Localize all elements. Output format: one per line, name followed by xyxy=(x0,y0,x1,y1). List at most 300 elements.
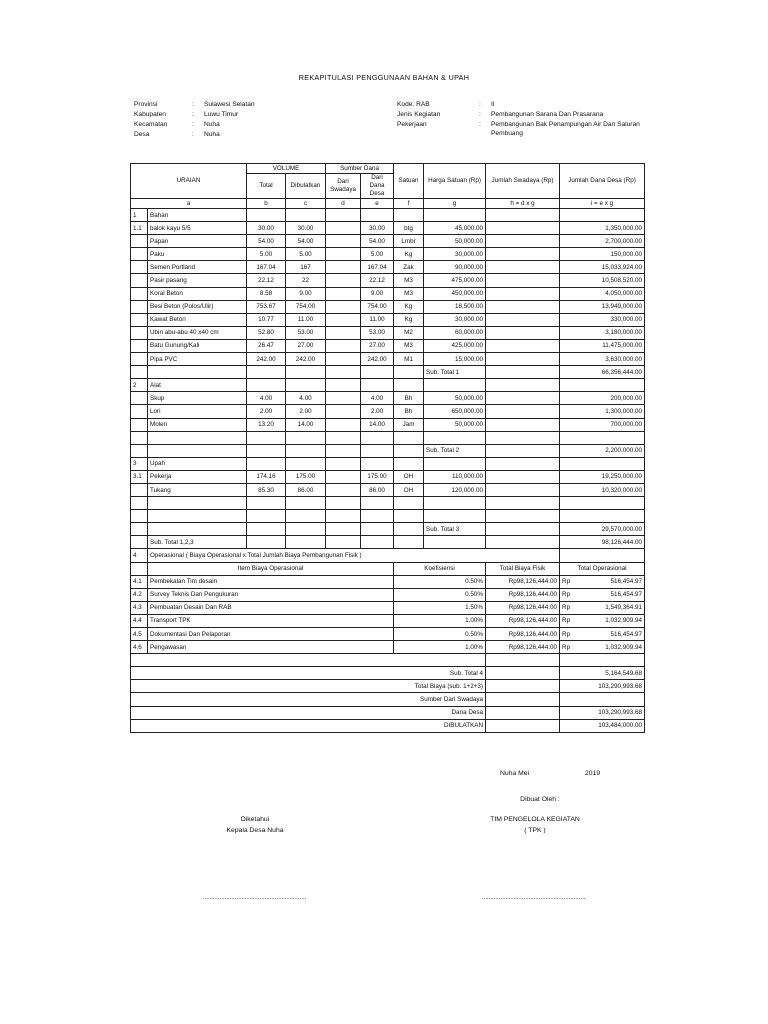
op-fisik: Rp98,126,444.00 xyxy=(486,641,560,654)
table-cell xyxy=(131,510,148,523)
item-dibulatkan: 4.00 xyxy=(286,392,326,405)
dibulatkan-value: 103,484,000.00 xyxy=(560,719,645,732)
table-cell xyxy=(286,536,326,549)
sumber-label: Sumber Dari Swadaya xyxy=(131,693,486,706)
dibulatkan-row xyxy=(131,719,645,732)
table-cell xyxy=(148,444,247,457)
item-jumlah-dana-desa: 2,700,000.00 xyxy=(560,235,645,248)
section-number: 4 xyxy=(131,549,148,562)
item-harga: 30,000.00 xyxy=(424,313,486,326)
item-row xyxy=(131,287,645,300)
table-cell xyxy=(361,497,394,510)
recap-table xyxy=(130,163,645,733)
item-swadaya xyxy=(326,418,361,431)
table-cell xyxy=(486,680,560,693)
item-jumlah-dana-desa: 4,050,000.00 xyxy=(560,287,645,300)
item-satuan: Jam xyxy=(394,418,424,431)
table-cell xyxy=(486,366,560,379)
table-cell xyxy=(394,366,424,379)
table-cell xyxy=(247,209,286,222)
op-row xyxy=(131,588,645,601)
op-total-cell xyxy=(560,575,645,588)
table-cell xyxy=(361,523,394,536)
op-name: Dokumentasi Dan Pelaporan xyxy=(148,628,394,641)
item-jumlah-swadaya xyxy=(486,418,560,431)
item-satuan: OH xyxy=(394,483,424,496)
table-cell xyxy=(286,497,326,510)
table-cell xyxy=(286,209,326,222)
item-swadaya xyxy=(326,339,361,352)
info-label: Provinsi xyxy=(134,101,158,108)
info-label: Kode. RAB xyxy=(397,101,430,108)
table-cell xyxy=(131,654,486,667)
item-jumlah-swadaya xyxy=(486,353,560,366)
section-number: 2 xyxy=(131,379,148,392)
op-fisik: Rp98,126,444.00 xyxy=(486,614,560,627)
table-cell xyxy=(131,523,148,536)
table-cell xyxy=(131,536,148,549)
table-cell xyxy=(486,523,560,536)
item-dana-desa: 27.00 xyxy=(361,339,394,352)
subtotal-label: Sub. Total 4 xyxy=(131,667,486,680)
table-cell xyxy=(394,497,424,510)
op-row xyxy=(131,601,645,614)
item-satuan: Kg xyxy=(394,313,424,326)
item-swadaya xyxy=(326,326,361,339)
item-total: 8.58 xyxy=(247,287,286,300)
footer-tpk: ( TPK ) xyxy=(524,827,546,834)
item-name: Paku xyxy=(148,248,247,261)
info-value: Pembangunan Sarana Dan Prasarana xyxy=(491,111,604,118)
op-koef: 0.50% xyxy=(394,575,486,588)
item-satuan: Bh xyxy=(394,405,424,418)
letter-cell: f xyxy=(394,199,424,209)
item-total: 22.12 xyxy=(247,274,286,287)
item-dibulatkan: 2.00 xyxy=(286,405,326,418)
subtotal-row xyxy=(131,366,645,379)
item-harga: 450,000.00 xyxy=(424,287,486,300)
item-total: 167.04 xyxy=(247,261,286,274)
item-name: Besi Beton (Polos/Ulir) xyxy=(148,300,247,313)
table-cell xyxy=(326,366,361,379)
item-satuan: Lmbr xyxy=(394,235,424,248)
table-cell xyxy=(486,209,560,222)
item-dibulatkan: 54.00 xyxy=(286,235,326,248)
item-jumlah-swadaya xyxy=(486,248,560,261)
op-koef: 0.50% xyxy=(394,588,486,601)
letter-cell: h = d x g xyxy=(486,199,560,209)
op-row xyxy=(131,641,645,654)
item-row xyxy=(131,353,645,366)
table-cell xyxy=(326,536,361,549)
footer-dibuat: Dibuat Oleh : xyxy=(520,796,560,803)
item-swadaya xyxy=(326,405,361,418)
empty-row xyxy=(131,654,645,667)
item-name: balok kayu 5/5 xyxy=(148,222,247,235)
footer-diketahui: Diketahui xyxy=(240,816,270,823)
item-number xyxy=(131,405,148,418)
op-fisik: Rp98,126,444.00 xyxy=(486,588,560,601)
op-header-item: Item Biaya Operasional xyxy=(148,562,394,575)
item-dana-desa: 5.00 xyxy=(361,248,394,261)
op-header-total: Total Operasional xyxy=(560,562,645,575)
item-dibulatkan: 242.00 xyxy=(286,353,326,366)
item-jumlah-swadaya xyxy=(486,326,560,339)
header-uraian: URAIAN xyxy=(131,164,247,199)
item-satuan: M2 xyxy=(394,326,424,339)
item-dana-desa: 53.00 xyxy=(361,326,394,339)
item-dibulatkan: 5.00 xyxy=(286,248,326,261)
item-jumlah-dana-desa: 330,000.00 xyxy=(560,313,645,326)
letter-cell: g xyxy=(424,199,486,209)
item-dibulatkan: 14.00 xyxy=(286,418,326,431)
item-swadaya xyxy=(326,470,361,483)
header-dibulatkan: Dibulatkan xyxy=(286,174,326,199)
document-title: REKAPITULASI PENGGUNAAN BAHAN & UPAH xyxy=(298,73,470,82)
item-satuan: Kg xyxy=(394,300,424,313)
op-total-cell xyxy=(560,614,645,627)
letter-cell: c xyxy=(286,199,326,209)
currency-label: Rp xyxy=(562,643,571,651)
item-name: Batu Gunung/Kali xyxy=(148,339,247,352)
item-harga: 50,000.00 xyxy=(424,235,486,248)
table-cell xyxy=(560,497,645,510)
op-total-cell xyxy=(560,601,645,614)
table-cell xyxy=(326,431,361,444)
op-row xyxy=(131,614,645,627)
item-swadaya xyxy=(326,483,361,496)
table-cell xyxy=(326,510,361,523)
op-name: Pengawasan xyxy=(148,641,394,654)
header-sumber-dana: Sumber Dana xyxy=(326,164,394,174)
item-total: 26.47 xyxy=(247,339,286,352)
item-dana-desa: 2.00 xyxy=(361,405,394,418)
item-dibulatkan: 754.00 xyxy=(286,300,326,313)
op-row xyxy=(131,628,645,641)
item-number xyxy=(131,235,148,248)
item-name: Lori xyxy=(148,405,247,418)
item-swadaya xyxy=(326,392,361,405)
item-swadaya xyxy=(326,353,361,366)
section-row xyxy=(131,549,645,562)
op-total-value: 516,454.97 xyxy=(610,578,643,586)
item-number xyxy=(131,392,148,405)
item-row xyxy=(131,222,645,235)
info-value: Luwu Timur xyxy=(204,111,239,118)
table-cell xyxy=(247,510,286,523)
item-total: 2.00 xyxy=(247,405,286,418)
item-dibulatkan: 86.00 xyxy=(286,483,326,496)
table-cell xyxy=(131,444,148,457)
table-cell xyxy=(286,510,326,523)
item-dibulatkan: 167 xyxy=(286,261,326,274)
item-satuan: Zak xyxy=(394,261,424,274)
item-dana-desa: 175.00 xyxy=(361,470,394,483)
item-dana-desa: 4.00 xyxy=(361,392,394,405)
item-swadaya xyxy=(326,222,361,235)
op-header-koef: Koefisiensi xyxy=(394,562,486,575)
table-cell xyxy=(361,510,394,523)
item-satuan: M1 xyxy=(394,353,424,366)
item-harga: 15,000.00 xyxy=(424,353,486,366)
subtotal-label: Sub. Total 1,2,3 xyxy=(148,536,247,549)
item-number xyxy=(131,353,148,366)
signature-line-left: .............................................................. xyxy=(203,895,307,901)
table-cell xyxy=(247,379,286,392)
item-row xyxy=(131,248,645,261)
dana-desa-label: Dana Desa xyxy=(131,706,486,719)
item-number xyxy=(131,483,148,496)
table-cell xyxy=(148,431,247,444)
table-cell xyxy=(286,523,326,536)
section-name: Alat xyxy=(148,379,247,392)
item-jumlah-swadaya xyxy=(486,222,560,235)
table-cell xyxy=(131,497,148,510)
item-name: Tukang xyxy=(148,483,247,496)
op-row xyxy=(131,575,645,588)
table-cell xyxy=(424,209,486,222)
item-name: Papan xyxy=(148,235,247,248)
item-number xyxy=(131,326,148,339)
item-harga: 475,000.00 xyxy=(424,274,486,287)
item-jumlah-dana-desa: 1,350,000.00 xyxy=(560,222,645,235)
table-cell xyxy=(247,523,286,536)
section-row xyxy=(131,379,645,392)
table-cell xyxy=(361,366,394,379)
op-number: 4.4 xyxy=(131,614,148,627)
item-dibulatkan: 22 xyxy=(286,274,326,287)
subtotal-row xyxy=(131,444,645,457)
item-number: 1.1 xyxy=(131,222,148,235)
item-swadaya xyxy=(326,300,361,313)
item-jumlah-dana-desa: 10,508,520.00 xyxy=(560,274,645,287)
subtotal-value: 66,356,444.00 xyxy=(560,366,645,379)
item-number xyxy=(131,248,148,261)
table-cell xyxy=(486,706,560,719)
table-cell xyxy=(424,431,486,444)
table-cell xyxy=(486,497,560,510)
subtotal-row xyxy=(131,536,645,549)
op-number: 4.6 xyxy=(131,641,148,654)
subtotal-row xyxy=(131,667,645,680)
table-cell xyxy=(486,536,560,549)
table-cell xyxy=(560,549,645,562)
table-cell xyxy=(148,523,247,536)
item-harga: 50,000.00 xyxy=(424,392,486,405)
item-total: 30.00 xyxy=(247,222,286,235)
item-total: 4.00 xyxy=(247,392,286,405)
section-number: 3 xyxy=(131,457,148,470)
info-right: Kode. RAB : II Jenis Kegiatan : Pembangunan Sarana Dan Prasarana Pekerjaan : Pembangunan Bak Penampungan Air Dan Saluran Pembuang xyxy=(397,100,646,140)
item-jumlah-swadaya xyxy=(486,405,560,418)
table-cell xyxy=(247,431,286,444)
subtotal-value: 29,570,000.00 xyxy=(560,523,645,536)
item-dana-desa: 11.00 xyxy=(361,313,394,326)
op-fisik: Rp98,126,444.00 xyxy=(486,628,560,641)
item-dibulatkan: 30.00 xyxy=(286,222,326,235)
table-cell xyxy=(560,693,645,706)
item-total: 5.00 xyxy=(247,248,286,261)
signature-line-right: .............................................................. xyxy=(482,895,586,901)
item-dana-desa: 22.12 xyxy=(361,274,394,287)
info-label: Pekerjaan xyxy=(397,121,427,128)
item-jumlah-dana-desa: 200,000.00 xyxy=(560,392,645,405)
op-name: Pembekalan Tim desain xyxy=(148,575,394,588)
item-name: Pipa PVC xyxy=(148,353,247,366)
letter-cell: d xyxy=(326,199,361,209)
table-cell xyxy=(326,497,361,510)
item-row xyxy=(131,470,645,483)
item-name: Koral Beton xyxy=(148,287,247,300)
letter-cell: i = e x g xyxy=(560,199,645,209)
info-label: Desa xyxy=(134,131,150,138)
item-name: Skup xyxy=(148,392,247,405)
subtotal-value: 98,126,444.00 xyxy=(560,536,645,549)
table-cell xyxy=(361,444,394,457)
item-dana-desa: 167.04 xyxy=(361,261,394,274)
letter-cell: e xyxy=(361,199,394,209)
table-cell xyxy=(247,444,286,457)
section-name: Operasional ( Biaya Operasional x Total Jumlah Biaya Pembangunan Fisik ) xyxy=(148,549,560,562)
table-cell xyxy=(394,523,424,536)
item-row xyxy=(131,235,645,248)
item-name: Pekerja xyxy=(148,470,247,483)
item-number xyxy=(131,287,148,300)
op-number: 4.2 xyxy=(131,588,148,601)
item-number xyxy=(131,274,148,287)
item-harga: 90,000.00 xyxy=(424,261,486,274)
header-harga-satuan: Harga Satuan (Rp) xyxy=(424,164,486,199)
header-dari-dana-desa: Dari Dana Desa xyxy=(361,174,394,199)
item-row xyxy=(131,418,645,431)
table-cell xyxy=(560,654,645,667)
table-cell xyxy=(286,457,326,470)
info-label: Jenis Kegiatan xyxy=(397,111,441,118)
item-dana-desa: 30.00 xyxy=(361,222,394,235)
table-cell xyxy=(148,497,247,510)
item-jumlah-dana-desa: 10,320,000.00 xyxy=(560,483,645,496)
op-koef: 1.00% xyxy=(394,641,486,654)
op-header-fisik: Total Biaya Fisik xyxy=(486,562,560,575)
dana-desa-value: 103,290,993.68 xyxy=(560,706,645,719)
item-name: Pasir pasang xyxy=(148,274,247,287)
table-cell xyxy=(394,457,424,470)
item-swadaya xyxy=(326,235,361,248)
table-cell xyxy=(361,457,394,470)
table-cell xyxy=(486,667,560,680)
item-dana-desa: 14.00 xyxy=(361,418,394,431)
op-total-value: 516,454.97 xyxy=(610,630,643,638)
empty-row xyxy=(131,510,645,523)
section-name: Bahan xyxy=(148,209,247,222)
table-cell xyxy=(424,497,486,510)
table-cell xyxy=(247,497,286,510)
empty-row xyxy=(131,431,645,444)
table-cell xyxy=(247,366,286,379)
footer-kepala: Kepala Desa Nuha xyxy=(226,827,284,834)
table-cell xyxy=(394,510,424,523)
item-harga: 110,000.00 xyxy=(424,470,486,483)
item-jumlah-swadaya xyxy=(486,470,560,483)
item-total: 753.67 xyxy=(247,300,286,313)
item-name: Kawat Beton xyxy=(148,313,247,326)
op-number: 4.5 xyxy=(131,628,148,641)
item-swadaya xyxy=(326,248,361,261)
table-cell xyxy=(424,379,486,392)
op-fisik: Rp98,126,444.00 xyxy=(486,601,560,614)
item-number: 3.1 xyxy=(131,470,148,483)
item-total: 10.77 xyxy=(247,313,286,326)
item-jumlah-swadaya xyxy=(486,392,560,405)
op-koef: 0.50% xyxy=(394,628,486,641)
footer-tim: TIM PENGELOLA KEGIATAN xyxy=(490,816,580,823)
item-satuan: Kg xyxy=(394,248,424,261)
info-label: Kabupaten xyxy=(134,111,166,118)
table-cell xyxy=(424,457,486,470)
table-cell xyxy=(148,366,247,379)
item-satuan: M3 xyxy=(394,339,424,352)
item-total: 54.00 xyxy=(247,235,286,248)
item-dibulatkan: 27.00 xyxy=(286,339,326,352)
item-row xyxy=(131,405,645,418)
section-number: 1 xyxy=(131,209,148,222)
item-dibulatkan: 9.00 xyxy=(286,287,326,300)
op-header-row xyxy=(131,562,645,575)
table-cell xyxy=(286,379,326,392)
item-satuan: btg xyxy=(394,222,424,235)
table-cell xyxy=(326,209,361,222)
item-jumlah-dana-desa: 1,300,000.00 xyxy=(560,405,645,418)
op-koef: 1.50% xyxy=(394,601,486,614)
table-cell xyxy=(486,444,560,457)
item-total: 242.00 xyxy=(247,353,286,366)
header-jumlah-swadaya: Jumlah Swadaya (Rp) xyxy=(486,164,560,199)
op-total-value: 1,032,909.94 xyxy=(605,643,643,651)
item-harga: 650,000.00 xyxy=(424,405,486,418)
table-cell xyxy=(486,379,560,392)
info-value: Pembangunan Bak Penampungan Air Dan Saluran Pembuang xyxy=(491,121,640,137)
op-name: Transport TPK xyxy=(148,614,394,627)
item-jumlah-dana-desa: 700,000.00 xyxy=(560,418,645,431)
item-row xyxy=(131,339,645,352)
op-total-cell xyxy=(560,628,645,641)
item-dibulatkan: 53.00 xyxy=(286,326,326,339)
table-cell xyxy=(486,654,560,667)
table-cell xyxy=(394,536,424,549)
item-harga: 425,000.00 xyxy=(424,339,486,352)
item-satuan: OH xyxy=(394,470,424,483)
table-cell xyxy=(560,431,645,444)
item-jumlah-swadaya xyxy=(486,235,560,248)
item-jumlah-swadaya xyxy=(486,274,560,287)
item-dibulatkan: 11.00 xyxy=(286,313,326,326)
table-cell xyxy=(286,431,326,444)
table-cell xyxy=(394,431,424,444)
table-cell xyxy=(560,209,645,222)
table-cell xyxy=(486,457,560,470)
dibulatkan-label: DIBULATKAN xyxy=(131,719,486,732)
table-cell xyxy=(247,536,286,549)
item-jumlah-swadaya xyxy=(486,483,560,496)
table-cell xyxy=(131,431,148,444)
op-number: 4.3 xyxy=(131,601,148,614)
currency-label: Rp xyxy=(562,617,571,625)
subtotal-label: Sub. Total 3 xyxy=(424,523,486,536)
item-number xyxy=(131,418,148,431)
info-left: Provinsi : Sulawesi Selatan Kabupaten : Luwu Timur Kecamatan : Nuha Desa : Nuha xyxy=(134,100,354,140)
letter-cell: a xyxy=(131,199,247,209)
currency-label: Rp xyxy=(562,630,571,638)
